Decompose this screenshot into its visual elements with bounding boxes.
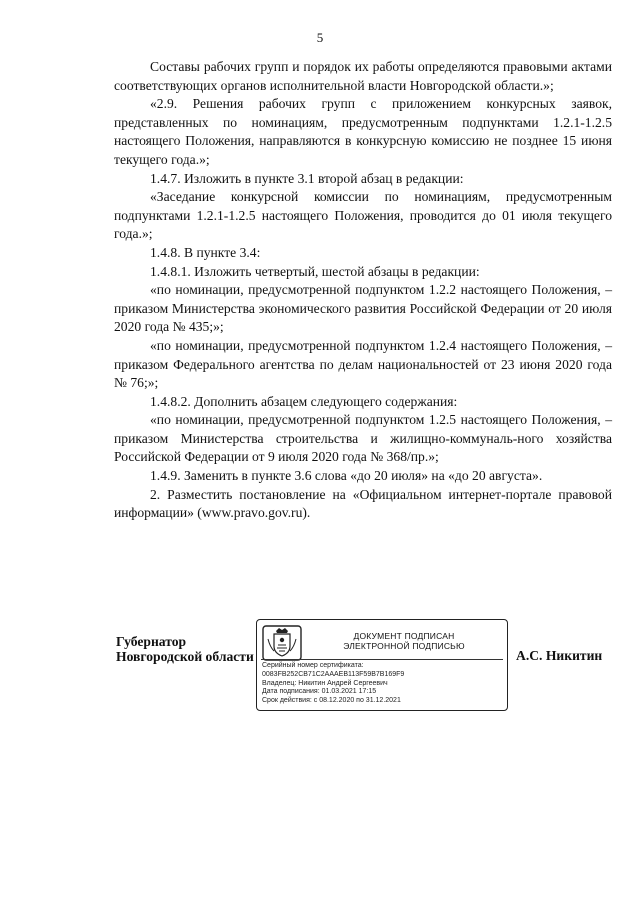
paragraph: 1.4.9. Заменить в пункте 3.6 слова «до 20 июля» на «до 20 августа». (150, 468, 543, 484)
page-number: 5 (316, 30, 324, 45)
paragraph: «по номинации, предусмотренной подпунктом 1.2.4 настоящего Положения, – приказом Федерального агентства по делам национальностей от 23 июня 2020 года № 76;»; (114, 337, 612, 391)
signatory-name: А.С. Никитин (516, 648, 603, 663)
paragraph: 1.4.8.2. Дополнить абзацем следующего содержания: (150, 393, 458, 409)
paragraph: «по номинации, предусмотренной подпунктом 1.2.5 настоящего Положения, – приказом Министерства строительства и жилищно-коммуналь-ного хозяйства Российской Федерации от 9 июля 2020 года № 368/пр.»; (114, 412, 612, 465)
certificate-owner: Владелец: Никитин Андрей Сергеевич (262, 679, 388, 687)
certificate-number: 0083FB252CB71C2AAAEB113F59B7B169F9 (262, 670, 405, 678)
paragraph: «по номинации, предусмотренной подпунктом 1.2.2 настоящего Положения, – приказом Министерства экономического развития Российской Федерации от 20 июля 2020 года № 435;»; (114, 282, 612, 335)
stamp-divider (261, 659, 503, 660)
paragraph: 1.4.8. В пункте 3.4: (150, 244, 261, 260)
stamp-heading (309, 631, 499, 651)
signing-date: Дата подписания: 01.03.2021 17:15 (262, 688, 377, 696)
document-body (114, 58, 612, 523)
signatory-title-line: Новгородской области (116, 649, 254, 664)
certificate-validity: Срок действия: с 08.12.2020 по 31.12.2021 (262, 697, 401, 705)
stamp-heading-line: ДОКУМЕНТ ПОДПИСАН (353, 631, 455, 641)
paragraph: 1.4.7. Изложить в пункте 3.1 второй абзац в редакции: (150, 170, 464, 186)
signatory-title-line: Губернатор (116, 634, 187, 649)
electronic-signature-stamp (256, 619, 508, 711)
paragraph: 2. Разместить постановление на «Официальном интернет-портале правовой информации» (www.pravo.gov.ru). (114, 486, 612, 521)
stamp-details (262, 662, 502, 706)
paragraph: «Заседание конкурсной комиссии по номинациям, предусмотренным подпунктами 1.2.1-1.2.5 настоящего Положения, проводится до 01 июля текущего года.»; (114, 189, 612, 242)
signatory-title (116, 634, 254, 664)
paragraph: «2.9. Решения рабочих групп с приложением конкурсных заявок, представленных по номинациям, предусмотренным подпунктами 1.2.1-1.2.5 настоящего Положения, направляются в конкурсную комиссию не позднее 15 июня текущего года.»; (114, 96, 612, 167)
paragraph: 1.4.8.1. Изложить четвертый, шестой абзацы в редакции: (150, 263, 480, 279)
coat-of-arms-icon (262, 625, 302, 661)
certificate-label: Серийный номер сертификата: (262, 662, 364, 669)
paragraph: Составы рабочих групп и порядок их работы определяются правовыми актами соответствующих органов исполнительной власти Новгородской области.»; (114, 59, 612, 93)
stamp-heading-line: ЭЛЕКТРОННОЙ ПОДПИСЬЮ (343, 641, 465, 651)
